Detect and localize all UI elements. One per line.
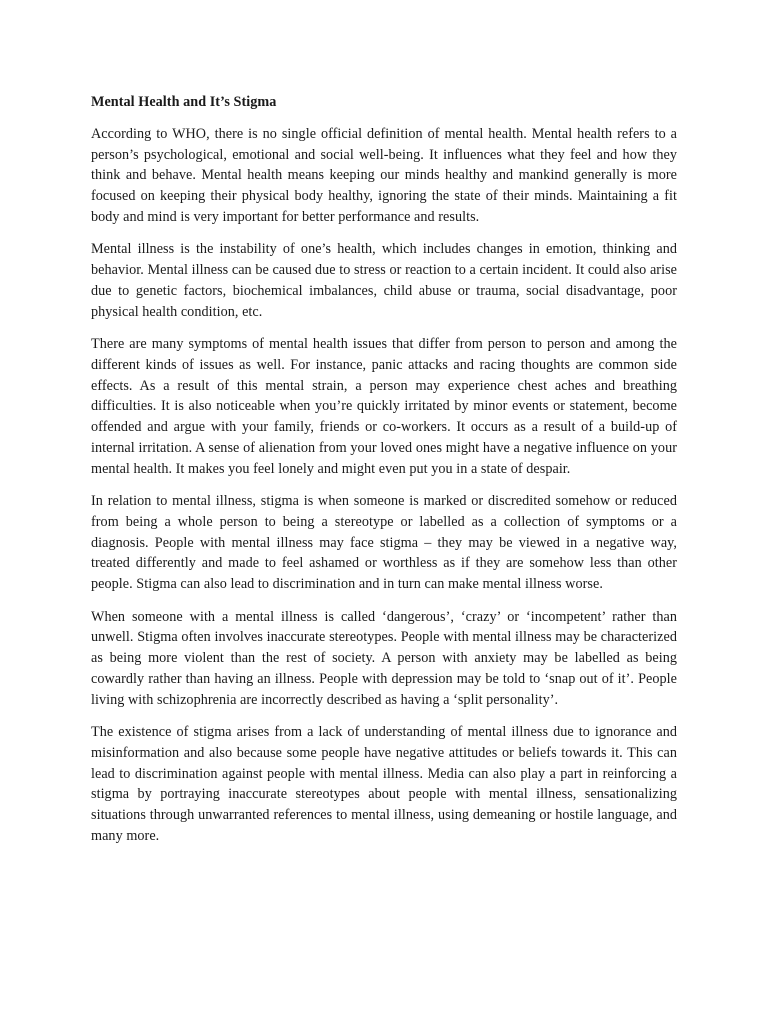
- document-title: Mental Health and It’s Stigma: [91, 94, 277, 110]
- paragraph-symptoms: There are many symptoms of mental health issues that differ from person to person and among the different kinds of issues as well. For instance, panic attacks and racing thoughts are common side effects. As a result of this mental strain, a person may experience chest aches and breathing difficulties. It is also noticeable when you’re quickly irritated by minor events or statement, become offended and argue with your family, friends or co-workers. It occurs as a result of a build-up of internal irritation. A sense of alienation from your loved ones might have a negative influence on your mental health. It makes you feel lonely and might even put you in a state of despair.: [91, 335, 677, 477]
- paragraph-who-definition: According to WHO, there is no single official definition of mental health. Mental health refers to a person’s psychological, emotional and social well-being. It influences what they feel and how they think and behave. Mental health means keeping our minds healthy and mankind generally is more focused on keeping their physical body healthy, ignoring the state of their minds. Maintaining a fit body and mind is very important for better performance and results.: [91, 125, 677, 225]
- paragraph-stereotypes: When someone with a mental illness is called ‘dangerous’, ‘crazy’ or ‘incompetent’ rather than unwell. Stigma often involves inaccurate stereotypes. People with mental illness may be characterized as being more violent than the rest of society. A person with anxiety may be labelled as being cowardly rather than having an illness. People with depression may be told to ‘snap out of it’. People living with schizophrenia are incorrectly described as having a ‘split personality’.: [91, 608, 677, 708]
- paragraph-stigma-definition: In relation to mental illness, stigma is when someone is marked or discredited somehow or reduced from being a whole person to being a stereotype or labelled as a collection of symptoms or a diagnosis. People with mental illness may face stigma – they may be viewed in a negative way, treated differently and made to feel ashamed or worthless as if they are somehow less than other people. Stigma can also lead to discrimination and in turn can make mental illness worse.: [91, 493, 677, 593]
- paragraph-mental-illness: Mental illness is the instability of one’s health, which includes changes in emotion, thinking and behavior. Mental illness can be caused due to stress or reaction to a certain incident. It could also arise due to genetic factors, biochemical imbalances, child abuse or trauma, social disadvantage, poor physical health condition, etc.: [91, 241, 677, 320]
- paragraph-stigma-causes: The existence of stigma arises from a lack of understanding of mental illness due to ignorance and misinformation and also because some people have negative attitudes or beliefs towards it. This can lead to discrimination against people with mental illness. Media can also play a part in reinforcing a stigma by portraying inaccurate stereotypes about people with mental illness, sensationalizing situations through unwarranted references to mental illness, using demeaning or hostile language, and many more.: [91, 724, 677, 844]
